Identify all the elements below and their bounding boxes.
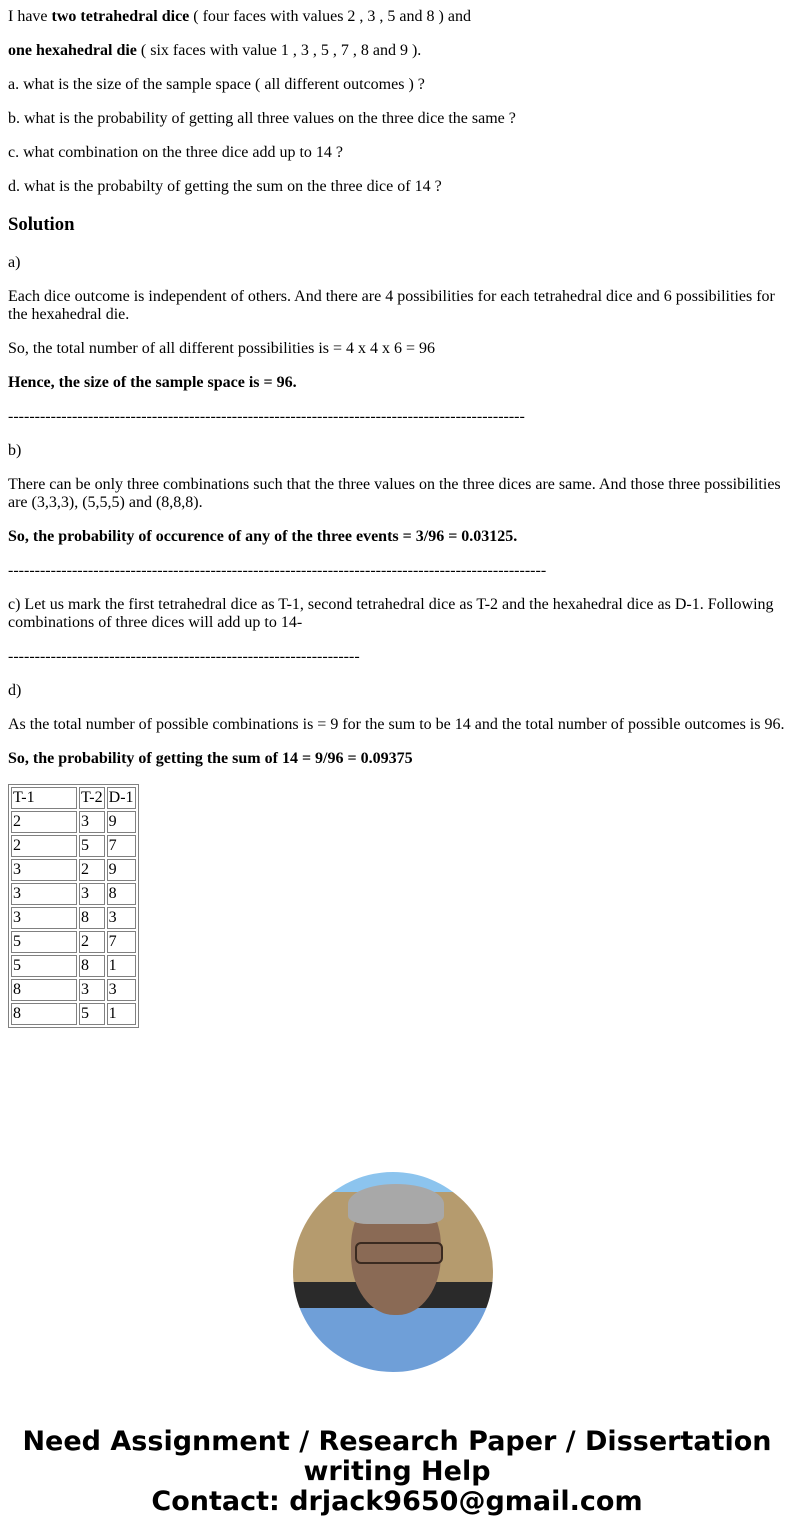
table-cell: 3 — [107, 907, 136, 929]
footer-contact: Contact: drjack9650@gmail.com — [151, 1486, 643, 1517]
table-header-cell: T-2 — [79, 787, 105, 809]
table-cell: 8 — [11, 979, 77, 1001]
table-row — [11, 1003, 136, 1025]
part-a-answer: Hence, the size of the sample space is = 96. — [8, 374, 297, 391]
bold-text: one hexahedral die — [8, 42, 137, 59]
table-row — [11, 883, 136, 905]
question — [8, 8, 786, 196]
table-row — [11, 931, 136, 953]
part-d-text: As the total number of possible combinations is = 9 for the sum to be 14 and the total number of possible outcomes is 96. — [8, 716, 785, 733]
table-cell: 9 — [107, 811, 136, 833]
footer-line: writing Help — [303, 1456, 491, 1487]
question-d: d. what is the probabilty of getting the sum on the three dice of 14 ? — [8, 178, 442, 195]
part-d-label: d) — [8, 682, 22, 699]
part-a-label: a) — [8, 254, 21, 271]
avatar-hair — [348, 1184, 444, 1224]
part-c-text: c) Let us mark the first tetrahedral dice as T-1, second tetrahedral dice as T-2 and the hexahedral dice as D-1. Following combinations of three dices will add up to 14- — [8, 596, 774, 631]
table-cell: 3 — [79, 883, 105, 905]
part-b-text: There can be only three combinations such that the three values on the three dices are same. And those three possibilities are (3,3,3), (5,5,5) and (8,8,8). — [8, 476, 781, 511]
question-intro-2 — [8, 42, 786, 60]
table-cell: 8 — [107, 883, 136, 905]
text: I have — [8, 8, 52, 25]
table-header-cell: T-1 — [11, 787, 77, 809]
separator: ------------------------------------------------------------------ — [8, 648, 360, 665]
table-cell: 2 — [11, 811, 77, 833]
combinations-table — [8, 784, 139, 1028]
question-c: c. what combination on the three dice add up to 14 ? — [8, 144, 344, 161]
table-cell: 5 — [79, 1003, 105, 1025]
table-cell: 7 — [107, 835, 136, 857]
avatar-container — [8, 1172, 786, 1377]
solution-heading: Solution — [8, 214, 75, 235]
table-row — [11, 835, 136, 857]
table-cell: 2 — [79, 859, 105, 881]
footer-banner — [0, 1427, 794, 1517]
part-b-answer: So, the probability of occurence of any of the three events = 3/96 = 0.03125. — [8, 528, 518, 545]
table-cell: 8 — [79, 907, 105, 929]
table-cell: 5 — [11, 931, 77, 953]
separator: ------------------------------------------------------------------------------------------------- — [8, 408, 525, 425]
table-cell: 3 — [11, 907, 77, 929]
table-header-row — [11, 787, 136, 809]
part-a-text: Each dice outcome is independent of others. And there are 4 possibilities for each tetrahedral dice and 6 possibilities for the hexahedral die. — [8, 288, 775, 323]
table-row — [11, 955, 136, 977]
table-cell: 8 — [11, 1003, 77, 1025]
footer-line: Need Assignment / Research Paper / Dissertation — [22, 1426, 772, 1457]
part-a-calc: So, the total number of all different possibilities is = 4 x 4 x 6 = 96 — [8, 340, 436, 357]
table-row — [11, 859, 136, 881]
table-cell: 3 — [11, 883, 77, 905]
table-header-cell: D-1 — [107, 787, 136, 809]
table-cell: 5 — [79, 835, 105, 857]
question-intro-1 — [8, 8, 786, 26]
table-cell: 8 — [79, 955, 105, 977]
part-b-label: b) — [8, 442, 22, 459]
question-b: b. what is the probability of getting all three values on the three dice the same ? — [8, 110, 516, 127]
table-cell: 2 — [79, 931, 105, 953]
table-cell: 3 — [11, 859, 77, 881]
separator: ----------------------------------------------------------------------------------------------------- — [8, 562, 547, 579]
table-cell: 9 — [107, 859, 136, 881]
text: ( six faces with value 1 , 3 , 5 , 7 , 8 and 9 ). — [136, 42, 422, 59]
table-cell: 3 — [79, 979, 105, 1001]
part-d-answer: So, the probability of getting the sum of 14 = 9/96 = 0.09375 — [8, 750, 413, 767]
table-cell: 1 — [107, 1003, 136, 1025]
table-cell: 5 — [11, 955, 77, 977]
table-row — [11, 979, 136, 1001]
avatar-glasses — [355, 1242, 443, 1264]
author-avatar — [293, 1172, 493, 1372]
question-a: a. what is the size of the sample space ( all different outcomes ) ? — [8, 76, 425, 93]
table-row — [11, 811, 136, 833]
table-cell: 1 — [107, 955, 136, 977]
table-cell: 3 — [79, 811, 105, 833]
table-row — [11, 907, 136, 929]
table-cell: 2 — [11, 835, 77, 857]
table-cell: 3 — [107, 979, 136, 1001]
table-cell: 7 — [107, 931, 136, 953]
text: ( four faces with values 2 , 3 , 5 and 8 ) and — [189, 8, 471, 25]
bold-text: two tetrahedral dice — [51, 8, 190, 25]
